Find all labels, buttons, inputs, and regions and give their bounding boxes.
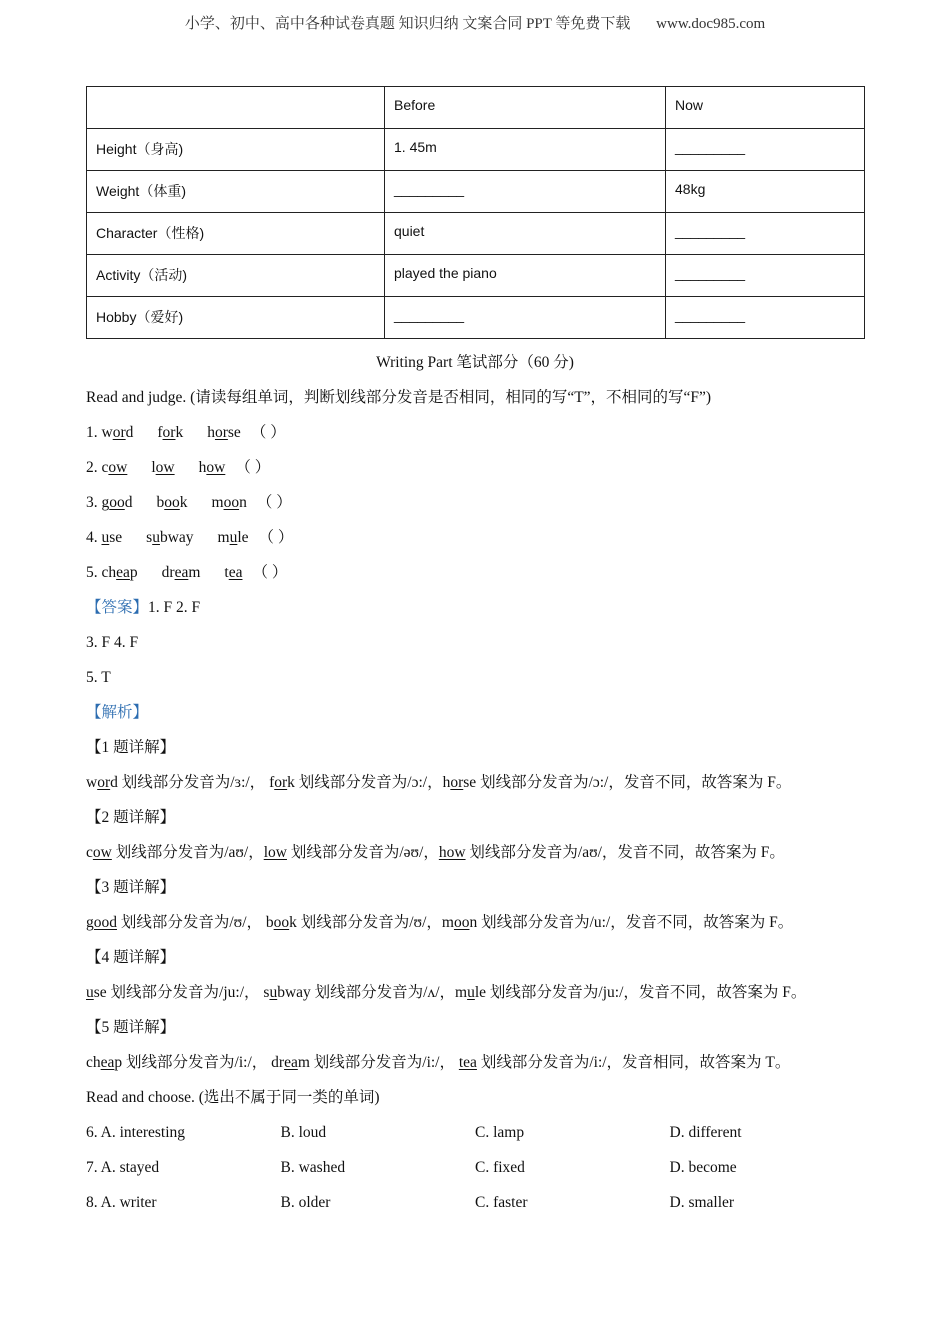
answer-label: 【答案】 bbox=[86, 599, 149, 616]
section-title: Writing Part 笔试部分（60 分) bbox=[376, 354, 574, 371]
word-part: f bbox=[157, 424, 163, 441]
table-header-cell bbox=[87, 87, 385, 129]
choice-option: 7. A. stayed bbox=[86, 1159, 160, 1176]
word-part: m bbox=[188, 564, 201, 581]
table-row bbox=[87, 171, 865, 213]
judge-word bbox=[199, 459, 226, 476]
word-part: dr bbox=[271, 1054, 285, 1071]
word-underlined-part: u bbox=[86, 984, 94, 1001]
table-row bbox=[87, 297, 865, 339]
choose-item bbox=[86, 1119, 876, 1154]
table-cell: 48kg bbox=[666, 171, 865, 213]
header-url[interactable]: www.doc985.com bbox=[656, 16, 766, 32]
word-part: d bbox=[124, 494, 133, 511]
word-underlined-part: low bbox=[263, 844, 287, 861]
detail-text bbox=[86, 839, 876, 874]
choose-item bbox=[86, 1189, 876, 1224]
explanation-text: 划线部分发音为/u:/，发音不同，故答案为 F。 bbox=[477, 914, 794, 931]
word-underlined-part: oo bbox=[273, 914, 290, 931]
detail-title: 【2 题详解】 bbox=[86, 809, 176, 826]
table-cell: _________ bbox=[666, 297, 865, 339]
word-part: d bbox=[110, 774, 118, 791]
explanation-text: 划线部分发音为/ju:/，发音不同，故答案为 F。 bbox=[486, 984, 807, 1001]
judge-word bbox=[207, 424, 241, 441]
explanation-text: 划线部分发音为/aʊ/，发音不同，故答案为 F。 bbox=[465, 844, 785, 861]
word-underlined-part: oo bbox=[223, 494, 240, 511]
word-part: w bbox=[86, 774, 98, 791]
word-underlined-part: oo bbox=[164, 494, 180, 511]
judge-word bbox=[212, 494, 247, 511]
word-underlined-part: ea bbox=[116, 564, 130, 581]
answer-line bbox=[86, 594, 876, 629]
table-cell: Weight（体重) bbox=[87, 171, 385, 213]
choose-instruction: Read and choose. (选出不属于同一类的单词) bbox=[86, 1089, 380, 1106]
word-underlined-part: or bbox=[97, 774, 111, 791]
choose-list bbox=[86, 1119, 876, 1224]
page-header bbox=[0, 12, 950, 33]
explanation-text: 划线部分发音为/ʊ/， bbox=[117, 914, 266, 931]
answer-blank: （ ） bbox=[252, 564, 288, 581]
judge-word bbox=[102, 459, 128, 476]
judge-list bbox=[86, 419, 876, 594]
judge-word bbox=[151, 459, 174, 476]
word-underlined-part: good bbox=[86, 914, 117, 931]
answer-line: 5. T bbox=[86, 669, 111, 686]
word-underlined-part: u bbox=[467, 984, 475, 1001]
answer-blank: （ ） bbox=[235, 459, 271, 476]
judge-item bbox=[86, 454, 876, 489]
judge-item bbox=[86, 524, 876, 559]
choice-option: B. loud bbox=[280, 1124, 327, 1141]
word-part: se bbox=[109, 529, 123, 546]
word-underlined-part: ea bbox=[284, 1054, 298, 1071]
answer-line: 3. F 4. F bbox=[86, 634, 139, 651]
choice-option: 6. A. interesting bbox=[86, 1124, 186, 1141]
word-part: h bbox=[442, 774, 451, 791]
word-underlined-part: u bbox=[101, 529, 110, 546]
table-row bbox=[87, 213, 865, 255]
choice-option: D. smaller bbox=[669, 1194, 735, 1211]
choice-option: C. lamp bbox=[475, 1124, 525, 1141]
header-text: 小学、初中、高中各种试卷真题 知识归纳 文案合同 PPT 等免费下载 bbox=[184, 16, 631, 32]
word-part: h bbox=[207, 424, 215, 441]
choice-option: D. different bbox=[669, 1124, 742, 1141]
table-cell: Height（身高) bbox=[87, 129, 385, 171]
judge-word bbox=[102, 564, 138, 581]
word-underlined-part: u bbox=[229, 529, 238, 546]
judge-word bbox=[218, 529, 249, 546]
word-part: b bbox=[156, 494, 165, 511]
word-part: s bbox=[263, 984, 270, 1001]
word-underlined-part: or bbox=[214, 424, 228, 441]
choice-option: B. older bbox=[280, 1194, 331, 1211]
judge-word bbox=[102, 424, 134, 441]
answer-blank: （ ） bbox=[258, 529, 294, 546]
explanation-text: 划线部分发音为/ju:/， bbox=[106, 984, 264, 1001]
table-cell: quiet bbox=[385, 213, 666, 255]
judge-word bbox=[102, 494, 133, 511]
word-part: bway bbox=[159, 529, 194, 546]
word-underlined-part: or bbox=[162, 424, 176, 441]
explanation-text: 划线部分发音为/ɔ:/， bbox=[294, 774, 443, 791]
choice-option: C. fixed bbox=[475, 1159, 525, 1176]
word-underlined-part: u bbox=[269, 984, 278, 1001]
word-part: w bbox=[101, 424, 113, 441]
word-part: h bbox=[198, 459, 207, 476]
table-cell: _________ bbox=[666, 213, 865, 255]
word-part: m bbox=[455, 984, 468, 1001]
exam-content bbox=[86, 349, 876, 1224]
answer-blank: （ ） bbox=[250, 424, 286, 441]
word-part: c bbox=[86, 844, 93, 861]
word-part: se bbox=[227, 424, 241, 441]
item-number: 5. bbox=[86, 564, 102, 581]
explanation-text: 划线部分发音为/i:/， bbox=[309, 1054, 459, 1071]
detail-text bbox=[86, 1049, 876, 1084]
word-part: s bbox=[146, 529, 153, 546]
word-underlined-part: ow bbox=[155, 459, 175, 476]
word-underlined-part: tea bbox=[458, 1054, 477, 1071]
word-part: m bbox=[297, 1054, 310, 1071]
explanation-text: 划线部分发音为/i:/，发音相同，故答案为 T。 bbox=[476, 1054, 791, 1071]
choose-item bbox=[86, 1154, 876, 1189]
judge-word bbox=[157, 424, 183, 441]
word-part: d bbox=[125, 424, 134, 441]
word-part: k bbox=[289, 914, 297, 931]
word-part: c bbox=[101, 459, 109, 476]
word-part: p bbox=[114, 1054, 123, 1071]
explanation-text: 划线部分发音为/ɔ:/，发音不同，故答案为 F。 bbox=[476, 774, 792, 791]
detail-title: 【1 题详解】 bbox=[86, 739, 176, 756]
judge-word bbox=[102, 529, 123, 546]
choice-option: 8. A. writer bbox=[86, 1194, 157, 1211]
word-part: g bbox=[101, 494, 110, 511]
word-part: le bbox=[474, 984, 487, 1001]
word-part: m bbox=[217, 529, 230, 546]
table-cell: _________ bbox=[666, 255, 865, 297]
table-cell: Character（性格) bbox=[87, 213, 385, 255]
table-cell: _________ bbox=[385, 171, 666, 213]
explanation-text: 划线部分发音为/ʌ/， bbox=[310, 984, 456, 1001]
table-cell: _________ bbox=[666, 129, 865, 171]
word-underlined-part: ea bbox=[228, 564, 243, 581]
explanation-text: 划线部分发音为/ʊ/， bbox=[296, 914, 442, 931]
word-underlined-part: u bbox=[152, 529, 160, 546]
word-part: n bbox=[239, 494, 247, 511]
word-part: k bbox=[287, 774, 295, 791]
word-underlined-part: ea bbox=[174, 564, 189, 581]
word-part: m bbox=[441, 914, 454, 931]
item-number: 2. bbox=[86, 459, 102, 476]
word-part: p bbox=[129, 564, 138, 581]
word-part: l bbox=[151, 459, 156, 476]
word-underlined-part: or bbox=[450, 774, 464, 791]
judge-word bbox=[157, 494, 188, 511]
explanation-text: 划线部分发音为/i:/， bbox=[122, 1054, 272, 1071]
table-header-cell: Before bbox=[385, 87, 666, 129]
answer-text: 1. F 2. F bbox=[148, 599, 201, 616]
word-underlined-part: oo bbox=[453, 914, 470, 931]
judge-word bbox=[146, 529, 193, 546]
table-header-row bbox=[87, 87, 865, 129]
table-cell: played the piano bbox=[385, 255, 666, 297]
detail-title: 【5 题详解】 bbox=[86, 1019, 176, 1036]
judge-item bbox=[86, 559, 876, 594]
table-header-cell: Now bbox=[666, 87, 865, 129]
word-part: k bbox=[179, 494, 188, 511]
choice-option: B. washed bbox=[280, 1159, 346, 1176]
word-underlined-part: or bbox=[112, 424, 126, 441]
detail-text bbox=[86, 769, 876, 804]
explanation-text: 划线部分发音为/aʊ/， bbox=[111, 844, 264, 861]
judge-instruction: Read and judge. (请读每组单词，判断划线部分发音是否相同，相同的写“T”，不相同的写“F”) bbox=[86, 389, 712, 406]
word-part: ch bbox=[86, 1054, 101, 1071]
word-underlined-part: how bbox=[438, 844, 466, 861]
judge-word bbox=[224, 564, 242, 581]
table-row bbox=[87, 255, 865, 297]
word-part: m bbox=[211, 494, 224, 511]
table-cell: _________ bbox=[385, 297, 666, 339]
judge-word bbox=[162, 564, 201, 581]
detail-text bbox=[86, 909, 876, 944]
word-underlined-part: or bbox=[274, 774, 288, 791]
word-part: dr bbox=[161, 564, 175, 581]
analysis-label: 【解析】 bbox=[86, 704, 149, 721]
word-underlined-part: oo bbox=[109, 494, 125, 511]
word-underlined-part: ow bbox=[92, 844, 112, 861]
word-part: f bbox=[269, 774, 275, 791]
word-part: ch bbox=[101, 564, 117, 581]
word-part: le bbox=[237, 529, 249, 546]
word-underlined-part: ow bbox=[206, 459, 226, 476]
word-part: bway bbox=[277, 984, 311, 1001]
judge-item bbox=[86, 489, 876, 524]
word-underlined-part: ea bbox=[100, 1054, 115, 1071]
item-number: 1. bbox=[86, 424, 102, 441]
judge-item bbox=[86, 419, 876, 454]
detail-text bbox=[86, 979, 876, 1014]
detail-list bbox=[86, 734, 876, 1084]
word-part: t bbox=[224, 564, 229, 581]
word-part: k bbox=[175, 424, 184, 441]
item-number: 3. bbox=[86, 494, 102, 511]
word-part: se bbox=[93, 984, 107, 1001]
table-cell: Activity（活动) bbox=[87, 255, 385, 297]
choice-option: C. faster bbox=[475, 1194, 528, 1211]
comparison-table bbox=[86, 86, 865, 339]
choice-option: D. become bbox=[669, 1159, 737, 1176]
explanation-text: 划线部分发音为/əʊ/， bbox=[286, 844, 439, 861]
item-number: 4. bbox=[86, 529, 102, 546]
detail-title: 【3 题详解】 bbox=[86, 879, 176, 896]
table-cell: 1. 45m bbox=[385, 129, 666, 171]
explanation-text: 划线部分发音为/ɜ:/， bbox=[117, 774, 270, 791]
word-underlined-part: ow bbox=[108, 459, 128, 476]
word-part: n bbox=[469, 914, 478, 931]
answer-blank: （ ） bbox=[256, 494, 292, 511]
word-part: b bbox=[265, 914, 274, 931]
table-row bbox=[87, 129, 865, 171]
word-part: se bbox=[463, 774, 477, 791]
table-cell: Hobby（爱好) bbox=[87, 297, 385, 339]
detail-title: 【4 题详解】 bbox=[86, 949, 176, 966]
